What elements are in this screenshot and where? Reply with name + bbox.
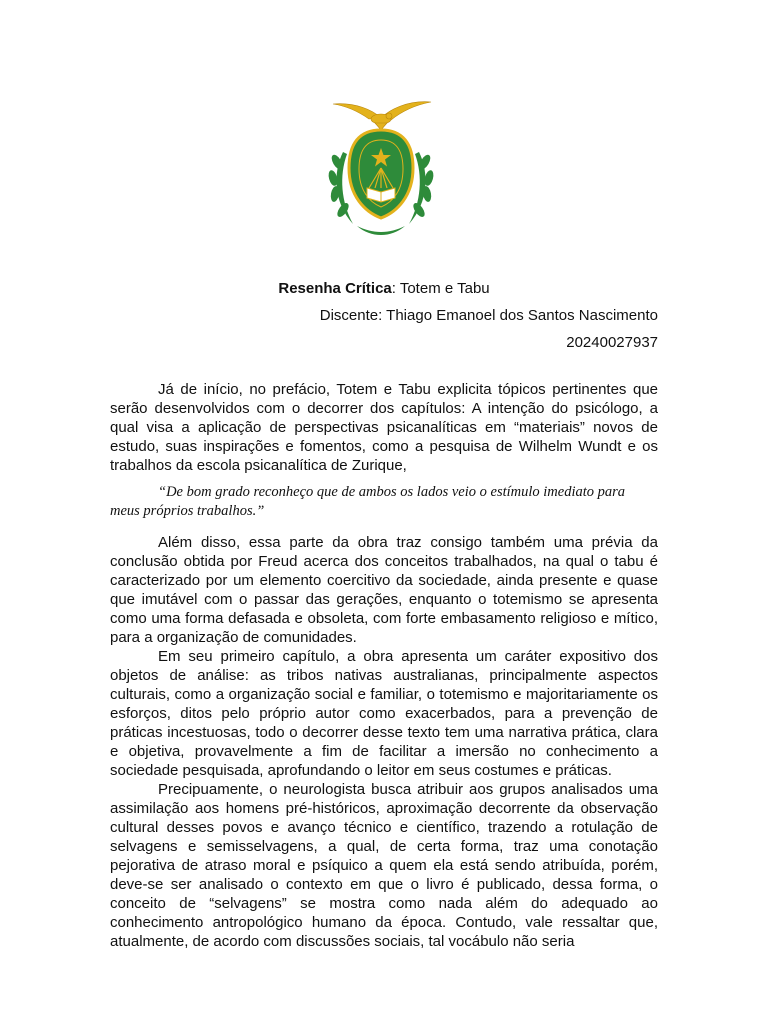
paragraph: Em seu primeiro capítulo, a obra apresenta um caráter expositivo dos objetos de análise: as tribos nativas australianas, principalmente aspectos culturais, como a organização social e familiar, o totemismo e majoritariamente os esforços, ditos pelo próprio autor como exacerbados, para a prevenção de práticas incestuosas, todo o decorrer desse texto tem uma narrativa prática, clara e objetiva, provavelmente a fim de facilitar a imersão no conhecimento a sociedade pesquisada, aprofundando o leitor em seus costumes e práticas. [110, 648, 658, 779]
review-heading-separator: : [391, 280, 400, 297]
review-heading-label: Resenha Crítica [278, 280, 392, 297]
review-heading [0, 279, 768, 299]
registration-number: 20240027937 [566, 334, 658, 351]
paragraph: Precipuamente, o neurologista busca atribuir aos grupos analisados uma assimilação aos homens pré-históricos, aproximação decorrente da observação cultural desses povos e avanço técnico e científico, trazendo a rotulação de selvagens e semisselvagens, a qual, de certa forma, traz uma conotação pejorativa de atraso moral e psíquico a quem ela está sendo atribuída, porém, deve-se ser analisado o contexto em que o livro é publicado, dessa forma, o conceito de “selvagens” se mostra como nada além do adequado ao conhecimento antropológico humano da época. Contudo, vale ressaltar que, atualmente, de acordo com discussões sociais, tal vocábulo não seria [110, 781, 658, 950]
paragraph: Já de início, no prefácio, Totem e Tabu explicita tópicos pertinentes que serão desenvolvidos com o decorrer dos capítulos: A intenção do psicólogo, a qual visa a aplicação de perspectivas psicanalíticas em “materiais” novos de estudo, suas inspirações e fomentos, como a pesquisa de Wilhelm Wundt e os trabalhos da escola psicanalítica de Zurique, [110, 381, 658, 474]
paragraph: Além disso, essa parte da obra traz consigo também uma prévia da conclusão obtida por Freud acerca dos conceitos trabalhados, na qual o tabu é caracterizado por um elemento coercitivo da sociedade, ainda presente e quase que imutável com o passar das gerações, enquanto o totemismo se apresenta como uma forma defasada e obsoleta, com forte embasamento religioso e mítico, para a organização de comunidades. [110, 534, 658, 646]
review-body [110, 380, 658, 951]
eagle-icon [333, 102, 431, 130]
university-seal-logo [303, 92, 459, 244]
block-quote: “De bom grado reconheço que de ambos os lados veio o estímulo imediato para meus próprios trabalhos.” [110, 484, 626, 519]
student-name: Discente: Thiago Emanoel dos Santos Nascimento [319, 307, 658, 324]
review-heading-title: Totem e Tabu [399, 280, 490, 297]
